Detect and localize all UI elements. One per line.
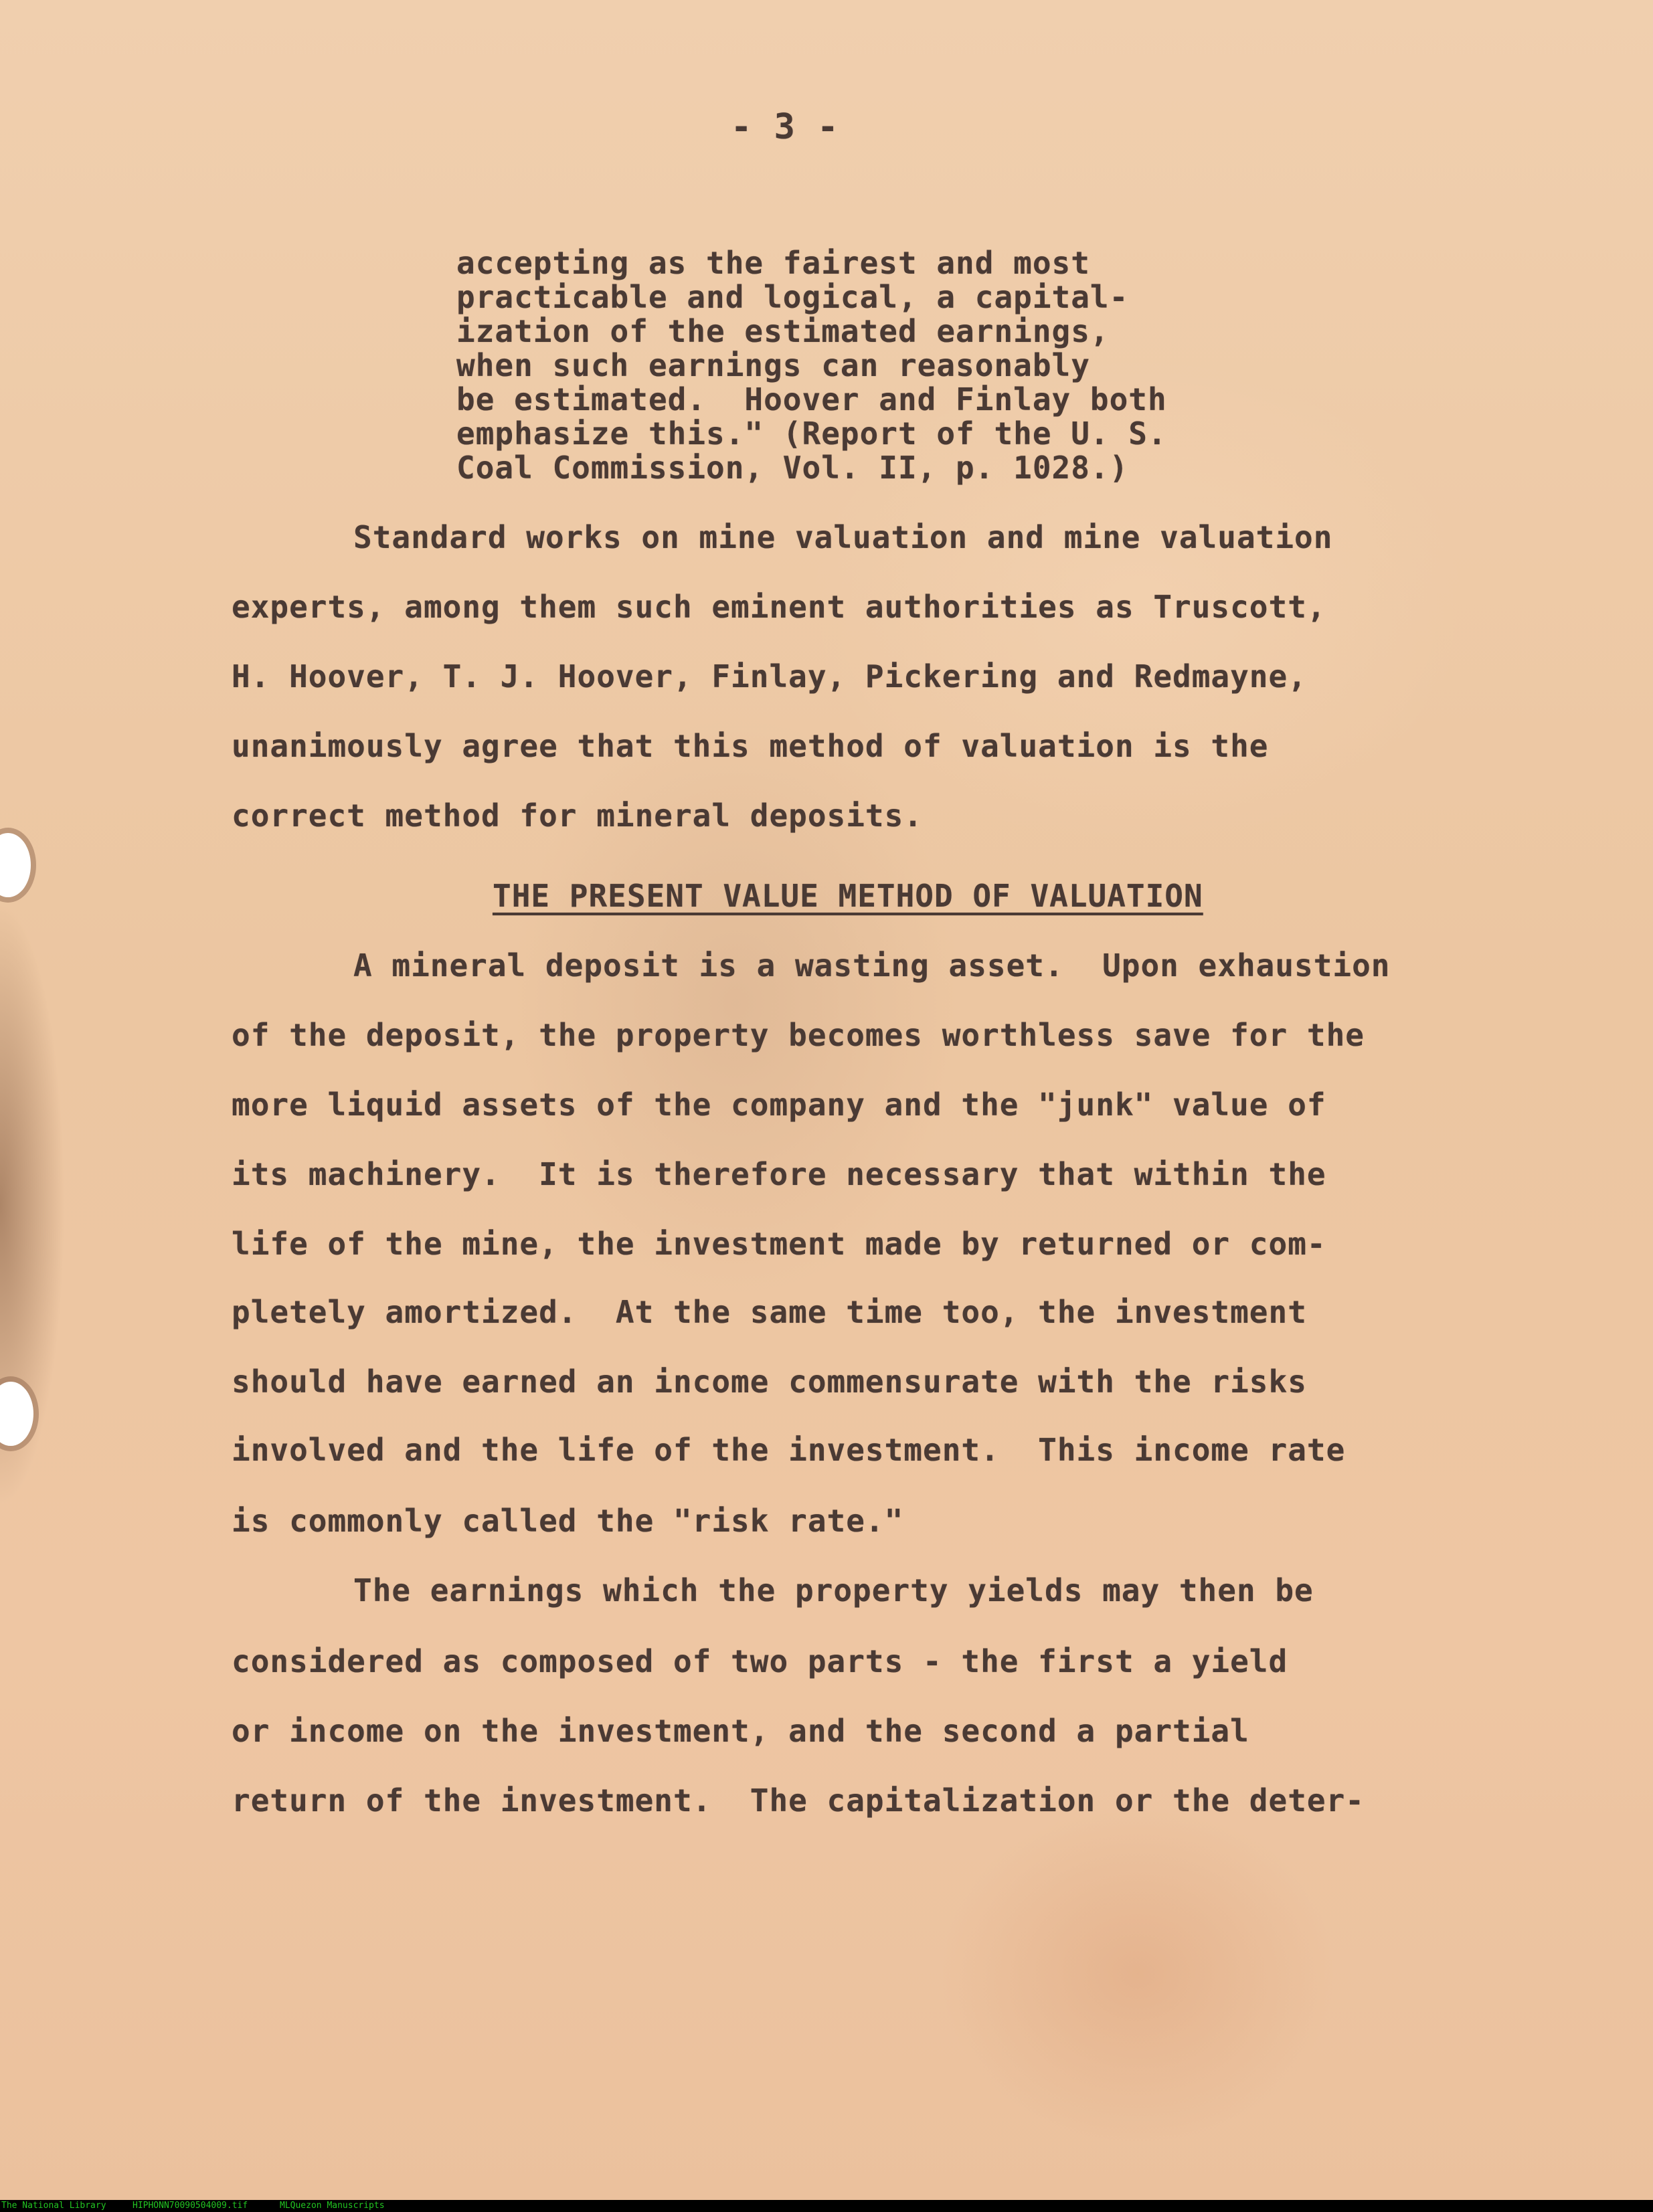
quote-line: when such earnings can reasonably bbox=[456, 347, 1090, 383]
quote-line: accepting as the fairest and most bbox=[456, 245, 1090, 281]
paragraph-line: its machinery. It is therefore necessary that within the bbox=[232, 1156, 1326, 1192]
paragraph-line: experts, among them such eminent authorities as Truscott, bbox=[232, 589, 1326, 625]
paragraph-line: A mineral deposit is a wasting asset. Upon exhaustion bbox=[353, 947, 1391, 984]
footer-library: The National Library bbox=[1, 2201, 106, 2211]
footer-collection: MLQuezon Manuscripts bbox=[280, 2201, 385, 2211]
archive-footer-bar bbox=[0, 2200, 1653, 2212]
quote-line: emphasize this." (Report of the U. S. bbox=[456, 416, 1167, 452]
section-heading: THE PRESENT VALUE METHOD OF VALUATION bbox=[493, 878, 1203, 914]
quote-line: ization of the estimated earnings, bbox=[456, 313, 1110, 349]
footer-file-id: HIPHONN70090504009.tif bbox=[133, 2201, 248, 2211]
paragraph-line: life of the mine, the investment made by returned or com- bbox=[232, 1226, 1326, 1262]
paragraph-line: or income on the investment, and the second a partial bbox=[232, 1713, 1249, 1749]
quote-line: be estimated. Hoover and Finlay both bbox=[456, 381, 1167, 418]
paragraph-line: The earnings which the property yields may then be bbox=[353, 1572, 1314, 1608]
page-number: - 3 - bbox=[731, 107, 839, 147]
paragraph-line: involved and the life of the investment. This income rate bbox=[232, 1432, 1346, 1468]
paragraph-line: return of the investment. The capitalization or the deter- bbox=[232, 1782, 1365, 1819]
paragraph-line: considered as composed of two parts - the first a yield bbox=[232, 1643, 1288, 1679]
paragraph-line: should have earned an income commensurate with the risks bbox=[232, 1364, 1307, 1400]
paragraph-line: pletely amortized. At the same time too, the investment bbox=[232, 1294, 1307, 1330]
paragraph-line: H. Hoover, T. J. Hoover, Finlay, Pickering and Redmayne, bbox=[232, 658, 1307, 695]
paragraph-line: Standard works on mine valuation and mine valuation bbox=[353, 519, 1333, 555]
paragraph-line: is commonly called the "risk rate." bbox=[232, 1503, 904, 1539]
edge-stain bbox=[0, 769, 94, 1639]
paragraph-line: of the deposit, the property becomes worthless save for the bbox=[232, 1017, 1365, 1053]
quote-line: Coal Commission, Vol. II, p. 1028.) bbox=[456, 450, 1129, 486]
quote-line: practicable and logical, a capital- bbox=[456, 279, 1129, 315]
paragraph-line: correct method for mineral deposits. bbox=[232, 798, 923, 834]
paragraph-line: unanimously agree that this method of valuation is the bbox=[232, 728, 1269, 764]
paragraph-line: more liquid assets of the company and the "junk" value of bbox=[232, 1087, 1326, 1123]
